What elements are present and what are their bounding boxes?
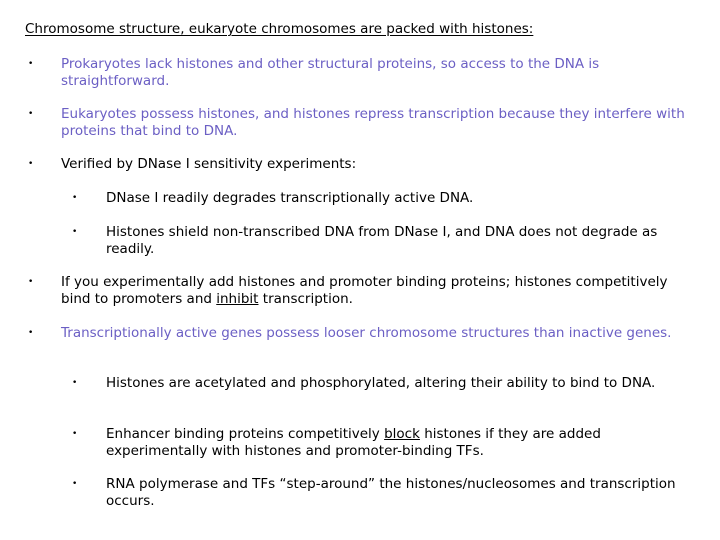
bullet-text: Transcriptionally active genes possess looser chromosome structures than inactive genes.	[61, 325, 672, 341]
bullet-text-pre: If you experimentally add histones and promoter binding proteins; histones competitively bind to promoters and	[61, 274, 668, 307]
sub-bullet-text: RNA polymerase and TFs “step-around” the histones/nucleosomes and transcription occurs.	[106, 476, 676, 509]
bullet-dot: •	[28, 328, 34, 338]
bullet-dot: •	[28, 277, 34, 287]
emphasized-word: inhibit	[216, 291, 259, 307]
bullet-dot: •	[28, 59, 34, 69]
sub-bullet-text-pre: Enhancer binding proteins competitively	[106, 426, 385, 442]
bullet-dot: •	[72, 227, 78, 237]
bullet-dot: •	[72, 429, 78, 439]
bullet-dot: •	[28, 109, 34, 119]
bullet-text: Verified by DNase I sensitivity experiments:	[61, 156, 357, 172]
bullet-text: Prokaryotes lack histones and other structural proteins, so access to the DNA is straightforward.	[61, 56, 600, 89]
sub-bullet-text: Histones are acetylated and phosphorylated, altering their ability to bind to DNA.	[106, 375, 656, 391]
bullet-dot: •	[72, 378, 78, 388]
bullet-dot: •	[72, 479, 78, 489]
sub-bullet-text: DNase I readily degrades transcriptionally active DNA.	[106, 190, 474, 206]
sub-bullet-text-post: histones if they are added experimentally with histones and promoter-binding TFs.	[106, 426, 601, 459]
bullet-dot: •	[72, 193, 78, 203]
bullet-dot: •	[28, 159, 34, 169]
sub-bullet-text: Histones shield non-transcribed DNA from DNase I, and DNA does not degrade as readily.	[106, 224, 658, 257]
bullet-text	[61, 274, 701, 308]
sub-bullet-text	[106, 426, 706, 460]
slide-title: Chromosome structure, eukaryote chromosomes are packed with histones:	[25, 21, 534, 37]
bullet-text-post: transcription.	[258, 291, 353, 307]
bullet-text: Eukaryotes possess histones, and histones repress transcription because they interfere with proteins that bind to DNA.	[61, 106, 685, 139]
emphasized-word: block	[384, 426, 420, 442]
